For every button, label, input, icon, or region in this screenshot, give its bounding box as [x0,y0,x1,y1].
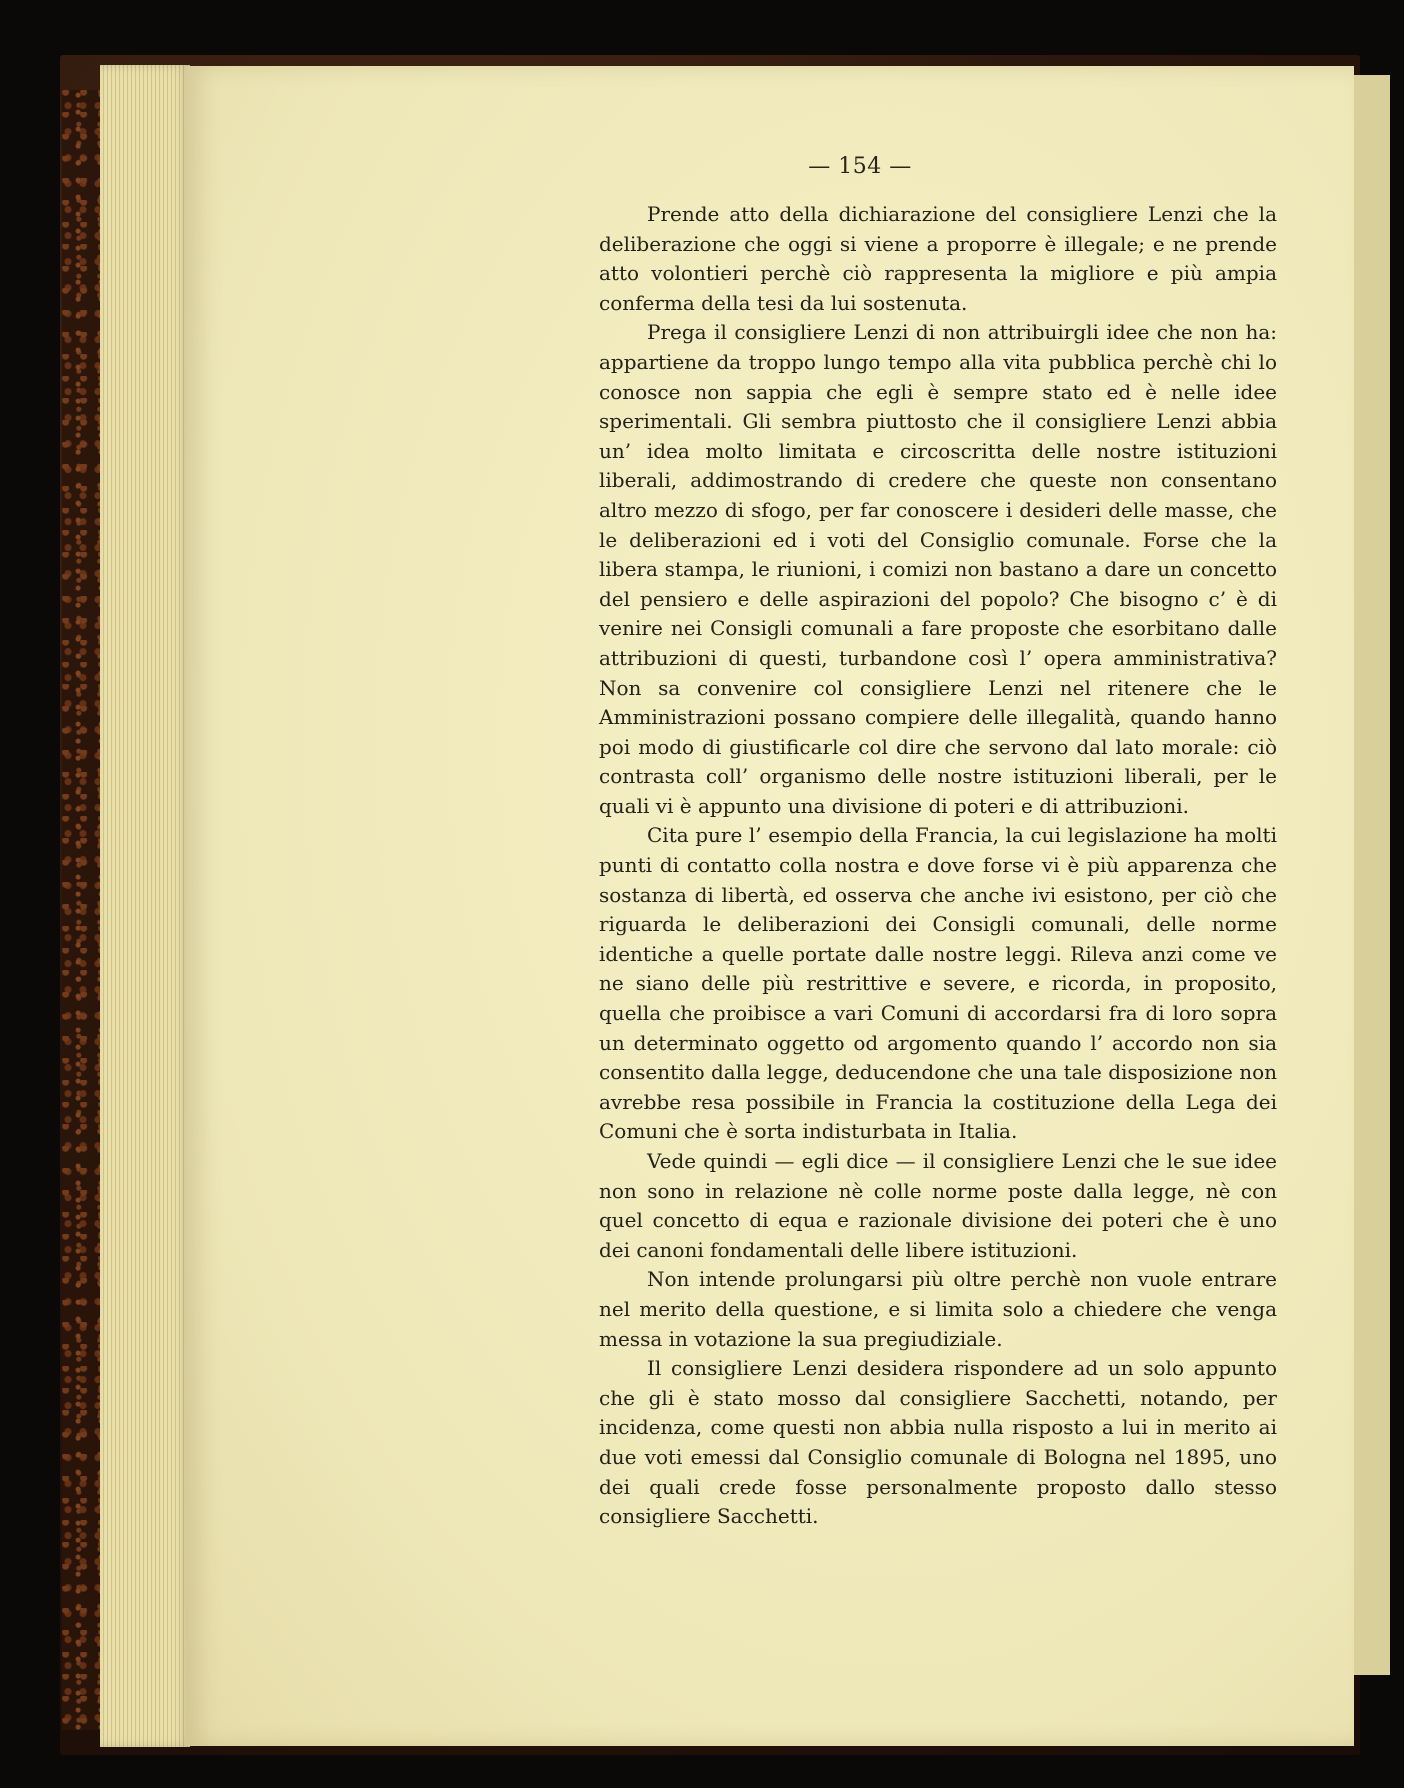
page-body [599,200,1277,1532]
paragraph: Il consigliere Lenzi desidera rispondere ad un solo appunto che gli è stato mosso dal consigliere Sacchetti, notando, per incidenza, come questi non abbia nulla risposto a lui in merito ai due voti emessi dal Consiglio comunale di Bologna nel 1895, uno dei quali crede fosse personalmente proposto dallo stesso consigliere Sacchetti. [599,1356,1277,1529]
paragraph: Prega il consigliere Lenzi di non attribuirgli idee che non ha: appartiene da troppo lungo tempo alla vita pubblica perchè chi lo conosce non sappia che egli è sempre stato ed è nelle idee sperimentali. Gli sembra piuttosto che il consigliere Lenzi abbia un’ idea molto limitata e circoscritta delle nostre istituzioni liberali, addimostrando di credere che queste non consentano altro mezzo di sfogo, per far conoscere i desideri delle masse, che le deliberazioni ed i voti del Consiglio comunale. Forse che la libera stampa, le riunioni, i comizi non bastano a dare un concetto del pensiero e delle aspirazioni del popolo? Che bisogno c’ è di venire nei Consigli comunali a fare proposte che esorbitano dalle attribuzioni di questi, turbandone così l’ opera amministrativa? Non sa convenire col consigliere Lenzi nel ritenere che le Amministrazioni possano compiere delle illegalità, quando hanno poi modo di giustificarle col dire che servono dal lato morale: ciò contrasta coll’ organismo delle nostre istituzioni liberali, per le quali vi è appunto una divisione di poteri e di attribuzioni. [599,320,1277,818]
page-number: — 154 — [808,154,912,179]
paragraph: Cita pure l’ esempio della Francia, la cui legislazione ha molti punti di contatto colla nostra e dove forse vi è più apparenza che sostanza di libertà, ed osserva che anche ivi esistono, per ciò che riguarda le deliberazioni dei Consigli comunali, delle norme identiche a quelle portate dalle nostre leggi. Rileva anzi come ve ne siano delle più restrittive e severe, e ricorda, in proposito, quella che proibisce a vari Comuni di accordarsi fra di loro sopra un determinato oggetto od argomento quando l’ accordo non sia consentito dalla legge, deducendone che una tale disposizione non avrebbe resa possibile in Francia la costituzione della Lega dei Comuni che è sorta indisturbata in Italia. [599,823,1278,1144]
page-edges [100,65,190,1747]
paragraph: Non intende prolungarsi più oltre perchè non vuole entrare nel merito della questione, e si limita solo a chiedere che venga messa in votazione la sua pregiudiziale. [599,1267,1277,1351]
paragraph: Prende atto della dichiarazione del consigliere Lenzi che la deliberazione che oggi si viene a proporre è illegale; e ne prende atto volontieri perchè ciò rappresenta la migliore e più ampia conferma della tesi da lui sostenuta. [599,202,1277,315]
next-page-edge [1350,75,1390,1675]
bleed-through-text [270,200,460,1400]
paragraph: Vede quindi — egli dice — il consigliere Lenzi che le sue idee non sono in relazione nè colle norme poste dalla legge, nè con quel concetto di equa e razionale divisione dei poteri che è uno dei canoni fondamentali delle libere istituzioni. [599,1149,1277,1262]
